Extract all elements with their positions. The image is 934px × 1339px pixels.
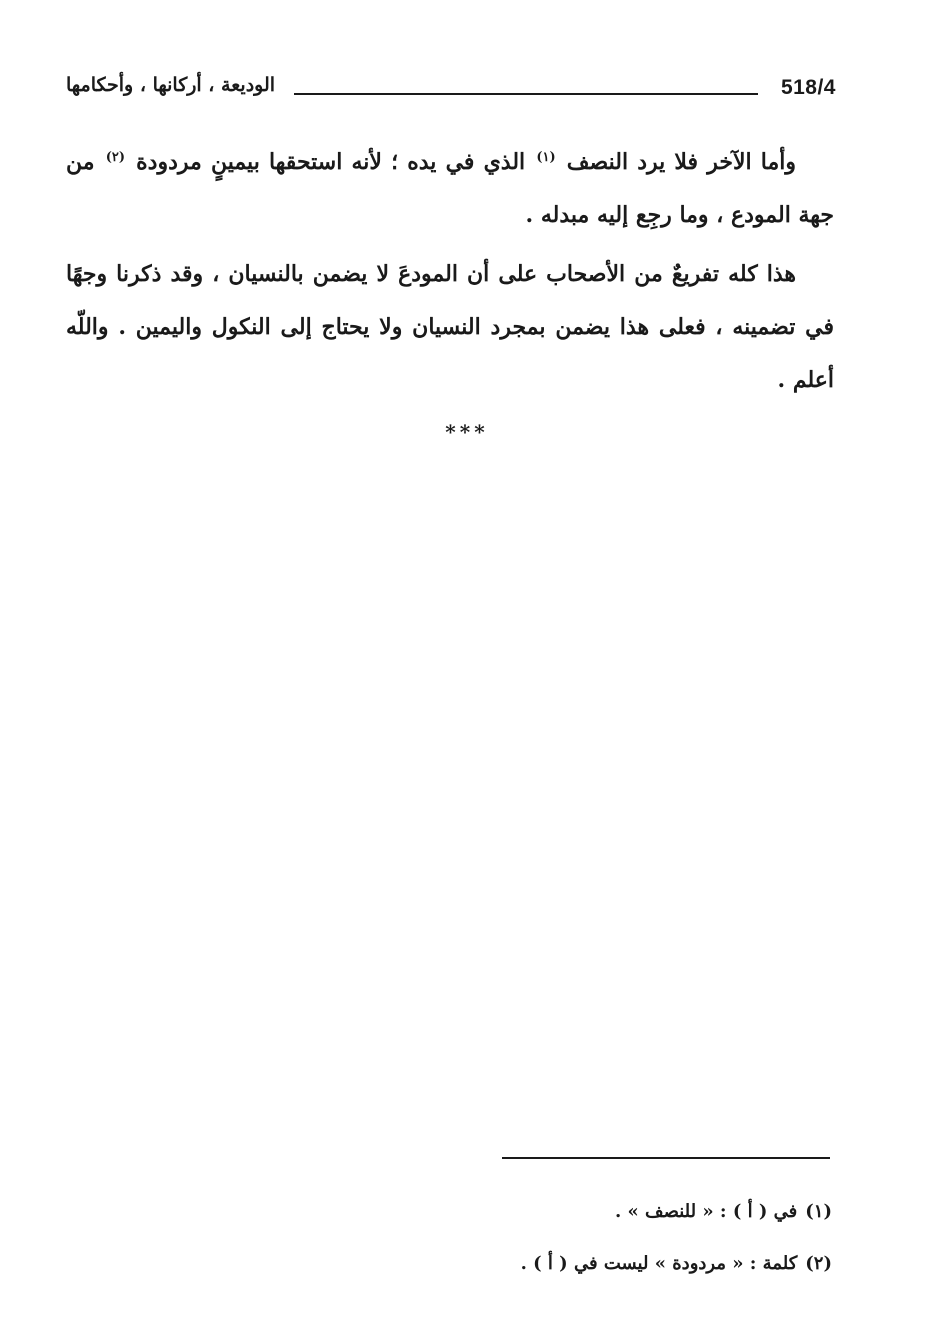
- footnote-2: [66, 1238, 832, 1290]
- footnote-1-text: في ( أ ) : « للنصف » .: [614, 1201, 798, 1222]
- footnote-ref-2: (٢): [105, 149, 125, 165]
- running-title: الوديعة ، أركانها ، وأحكامها: [66, 74, 276, 96]
- page-number: 518/4: [780, 76, 836, 99]
- footnotes: [66, 1186, 832, 1290]
- footnote-2-text: كلمة : « مردودة » ليست في ( أ ) .: [520, 1253, 798, 1274]
- paragraph-1-part-1: وأما الآخر فلا يرد النصف: [566, 149, 796, 175]
- paragraph-1: [66, 136, 834, 242]
- paragraph-2: هذا كله تفريعٌ من الأصحاب على أن المودعَ لا يضمن بالنسيان ، وقد ذكرنا وجهًا في تضمينه ، فعلى هذا يضمن بمجرد النسيان ولا يحتاج إلى النكول واليمين . واللّه أعلم .: [66, 261, 834, 393]
- footnote-ref-1: (١): [536, 149, 556, 165]
- footnote-1: [66, 1186, 832, 1238]
- footnote-2-number: (٢): [805, 1253, 832, 1274]
- paragraph-1-part-3: من جهة المودع ، وما رجِع إليه مبدله .: [66, 149, 834, 228]
- footnote-1-number: (١): [805, 1201, 832, 1222]
- running-header: [66, 74, 836, 108]
- main-text: [66, 136, 834, 413]
- section-separator: ***: [445, 420, 489, 444]
- paragraph-1-part-2: الذي في يده ؛ لأنه استحقها بيمينٍ مردودة: [136, 149, 526, 175]
- header-rule: [294, 93, 758, 95]
- footnote-rule: [502, 1157, 830, 1159]
